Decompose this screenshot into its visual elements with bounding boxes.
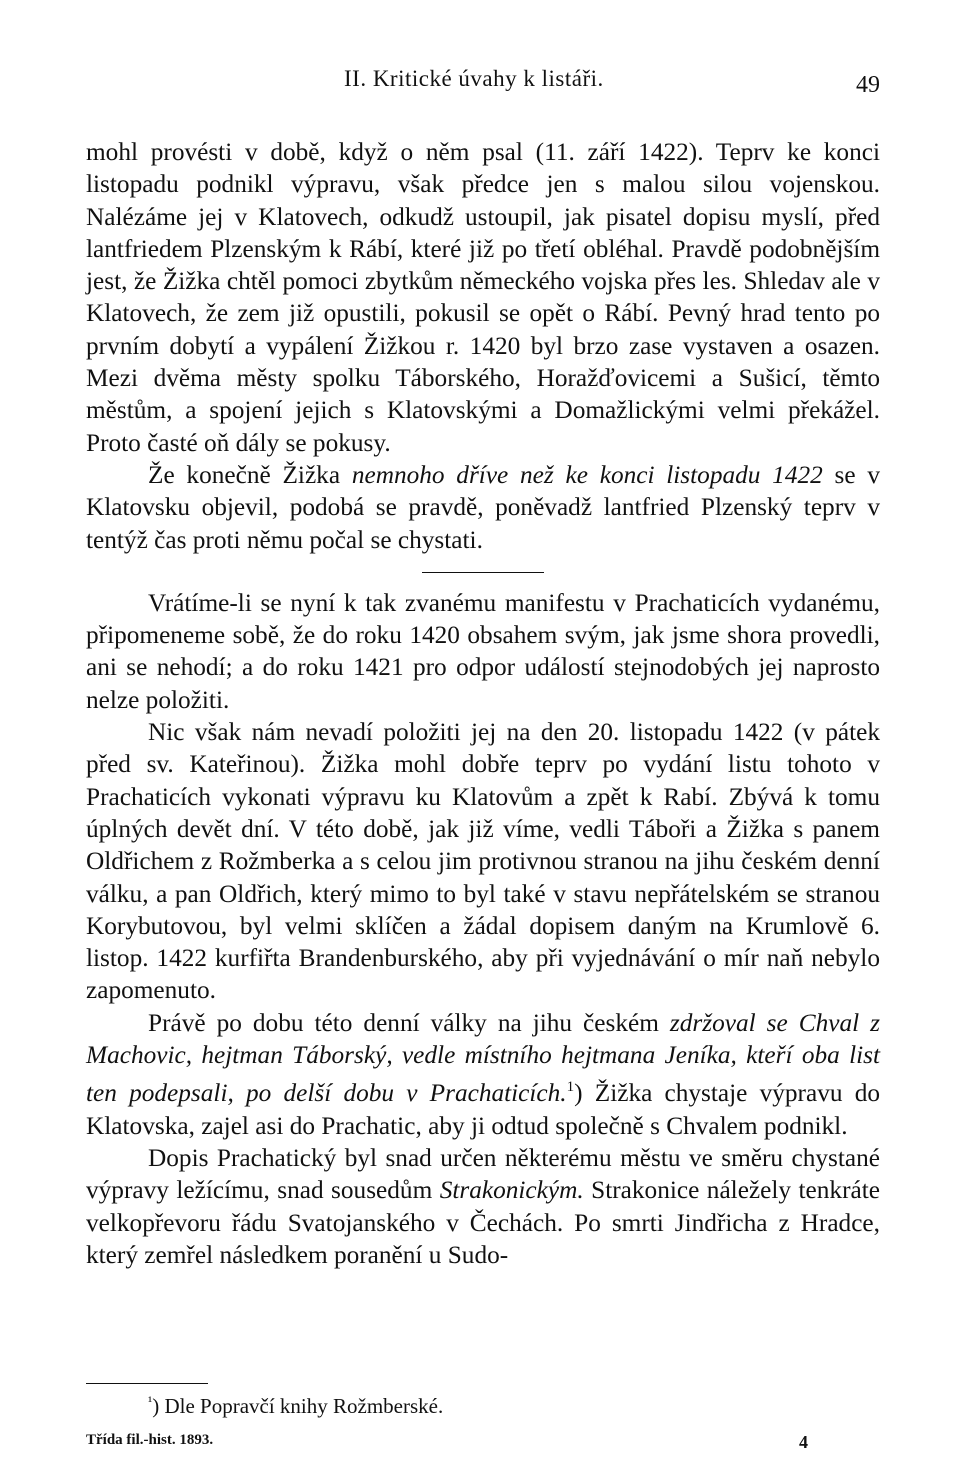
page-footer [86, 1432, 808, 1462]
footnote-text: ) Dle Popravčí knihy Rožmberské. [152, 1394, 444, 1418]
paragraph-text: Dopis Prachatický byl snad určen některému městu ve směru chystané výpravy ležícímu, snad sousedům [86, 1143, 880, 1205]
emphasis-text: zdržoval se Chval z Machovic, hejtman Táborský, vedle místního hejtmana Jeníka, kteří oba list ten podepsali, po delší dobu v Prachaticích. [86, 1008, 881, 1108]
page-number: 49 [856, 72, 880, 98]
section-separator [422, 572, 544, 573]
paragraph-text: ) Žižka chystaje výpravu do Klatovska, zajel asi do Prachatic, aby ji odtud společně s Chvalem podnikl. [86, 1079, 880, 1140]
page-header [86, 60, 880, 100]
paragraph: Vrátíme-li se nyní k tak zvanému manifestu v Prachaticích vydanému, připomeneme sobě, že do roku 1420 obsahem svým, jak jsme shora provedli, ani se nehodí; a do roku 1421 pro odpor událostí stejnodobých jej naprosto nelze položiti. [86, 588, 880, 714]
footnote [148, 1394, 443, 1419]
paragraph-text: se v Klatovsku objevil, podobá se pravdě, poněvadž lantfried Plzenský teprv v tentýž čas proti němu počal se chystati. [86, 460, 881, 554]
paragraph-text: Strakonice náležely tenkráte velkopřevoru řádu Svatojanského v Čechách. Po smrti Jindřicha z Hradce, který zemřel následkem poranění u Sudo- [86, 1176, 880, 1269]
footnote-rule [86, 1383, 208, 1384]
sheet-number: 4 [799, 1432, 808, 1452]
emphasis-text: Strakonickým. [439, 1176, 584, 1205]
paragraph [86, 1007, 880, 1142]
paragraph [86, 459, 880, 556]
paragraph: Nic však nám nevadí položiti jej na den 20. listopadu 1422 (v pátek před sv. Kateřinou). Žižka mohl dobře teprv po vydání listu tohoto v Prachaticích vykonati výpravu ku Klatovům a zpět k Rabí. Zbývá k tomu úplných devět dní. V této době, jak již víme, vedli Táboři a Žižka s panem Oldřichem z Rožmberka a s celou jim protivnou stranou na jihu českém denní válku, a pan Oldřich, který mimo to byl také v stavu nepřátelském se stranou Korybutovou, byl velmi sklíčen a žádal dopisem daným na Krumlově 6. listop. 1422 kurfiřta Brandenburského, aby při vyjednávání o mír naň nebylo zapomenuto. [86, 718, 880, 1005]
footnote-mark: ¹ [148, 1395, 153, 1410]
main-text [86, 136, 880, 1271]
paragraph-text: Právě po dobu této denní války na jihu českém [148, 1008, 670, 1037]
running-title: II. Kritické úvahy k listáři. [344, 66, 604, 91]
paragraph: mohl provésti v době, když o něm psal (11. září 1422). Teprv ke konci listopadu podnikl výpravu, však předce jen s malou silou vojenskou. Nalézáme jej v Klatovech, odkudž ustoupil, jak pisatel dopisu myslí, před lantfriedem Plzenským k Rábí, které již po třetí obléhal. Pravdě podobnějším jest, že Žižka chtěl pomoci zbytkům německého vojska přes les. Shledav ale v Klatovech, že zem již opustili, pokusil se opět o Rábí. Pevný hrad tento po prvním dobytí a vypálení Žižkou r. 1420 byl brzo zase vystaven a osazen. Mezi dvěma městy spolku Táborského, Horažďovicemi a Sušicí, těmto městům, a spojení jejich s Klatovskými a Domažlickými velmi překážel. Proto časté oň dály se pokusy. [86, 138, 880, 457]
emphasis-text: nemnoho dříve než ke konci listopadu 1422 [351, 460, 823, 489]
signature-mark: Třída fil.-hist. 1893. [86, 1432, 214, 1448]
footnote-reference: 1 [566, 1079, 575, 1096]
paragraph-text: Že konečně Žižka [148, 460, 352, 489]
paragraph [86, 1142, 880, 1271]
